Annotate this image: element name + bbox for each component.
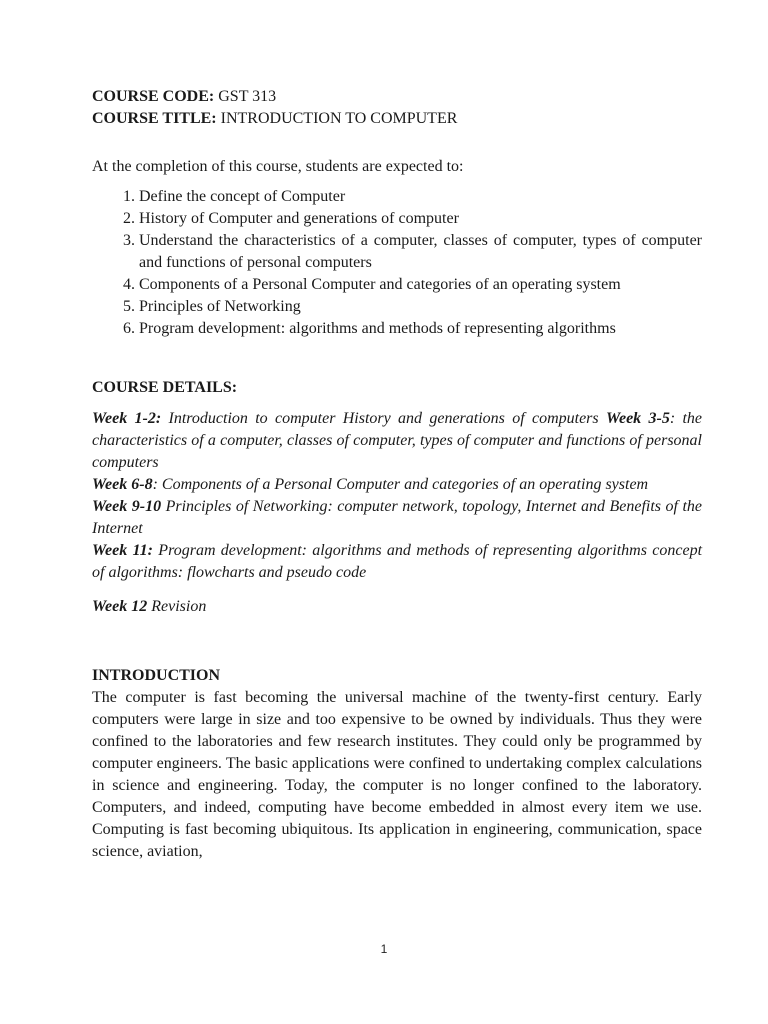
week-1-2-label: Week 1-2: [92, 410, 162, 427]
week-12-text: Revision [147, 598, 207, 615]
course-title-label: COURSE TITLE: [92, 110, 217, 127]
objective-item: 4. Components of a Personal Computer and categories of an operating system [139, 274, 702, 296]
course-code-value: GST 313 [218, 88, 277, 105]
course-code-label: COURSE CODE: [92, 88, 215, 105]
objective-item: 6. Program development: algorithms and methods of representing algorithms [139, 318, 702, 340]
course-title-value: INTRODUCTION TO COMPUTER [220, 110, 458, 127]
week-6-8-entry [92, 474, 702, 496]
week-1-5-entry [92, 408, 702, 474]
document-page [92, 86, 702, 863]
week-3-5-label: Week 3-5 [605, 410, 670, 427]
introduction-body: The computer is fast becoming the universal machine of the twenty-first century. Early computers were large in size and too expensive to be owned by individuals. Thus they were confined to the laboratories and few research institutes. They could only be programmed by computer engineers. The basic applications were confined to undertaking complex calculations in science and engineering. Today, the computer is no longer confined to the laboratory. Computers, and indeed, computing have become embedded in almost every item we use. Computing is fast becoming ubiquitous. Its application in engineering, communication, space science, aviation, [92, 689, 702, 860]
course-details-heading: COURSE DETAILS: [92, 379, 238, 396]
week-9-10-text: Principles of Networking: computer network, topology, Internet and Benefits of the Internet [92, 498, 703, 537]
week-11-label: Week 11: [92, 542, 153, 559]
course-details [92, 408, 702, 618]
week-12-label: Week 12 [92, 598, 148, 615]
week-9-10-entry [92, 496, 702, 540]
week-1-2-text: Introduction to computer History and generations of computers [161, 410, 606, 427]
week-6-8-text: : Components of a Personal Computer and categories of an operating system [152, 476, 649, 493]
course-code-line [92, 86, 702, 108]
course-title-line [92, 108, 702, 130]
week-9-10-label: Week 9-10 [92, 498, 162, 515]
objectives-intro: At the completion of this course, students are expected to: [92, 158, 464, 175]
objective-item: 2. History of Computer and generations of computer [139, 208, 702, 230]
week-12-entry [92, 596, 702, 618]
week-3-5-text: : the characteristics of a computer, classes of computer, types of computer and functions of personal computers [92, 410, 703, 471]
objectives-list [92, 186, 702, 340]
objective-item: 5. Principles of Networking [139, 296, 702, 318]
objective-item: 1. Define the concept of Computer [139, 186, 702, 208]
week-6-8-label: Week 6-8 [92, 476, 153, 493]
objective-item: 3. Understand the characteristics of a computer, classes of computer, types of computer and functions of personal computers [139, 230, 702, 274]
week-11-entry [92, 540, 702, 584]
week-11-text: Program development: algorithms and methods of representing algorithms concept of algorithms: flowcharts and pseudo code [92, 542, 703, 581]
introduction-heading: INTRODUCTION [92, 667, 221, 684]
page-number: 1 [380, 942, 388, 956]
